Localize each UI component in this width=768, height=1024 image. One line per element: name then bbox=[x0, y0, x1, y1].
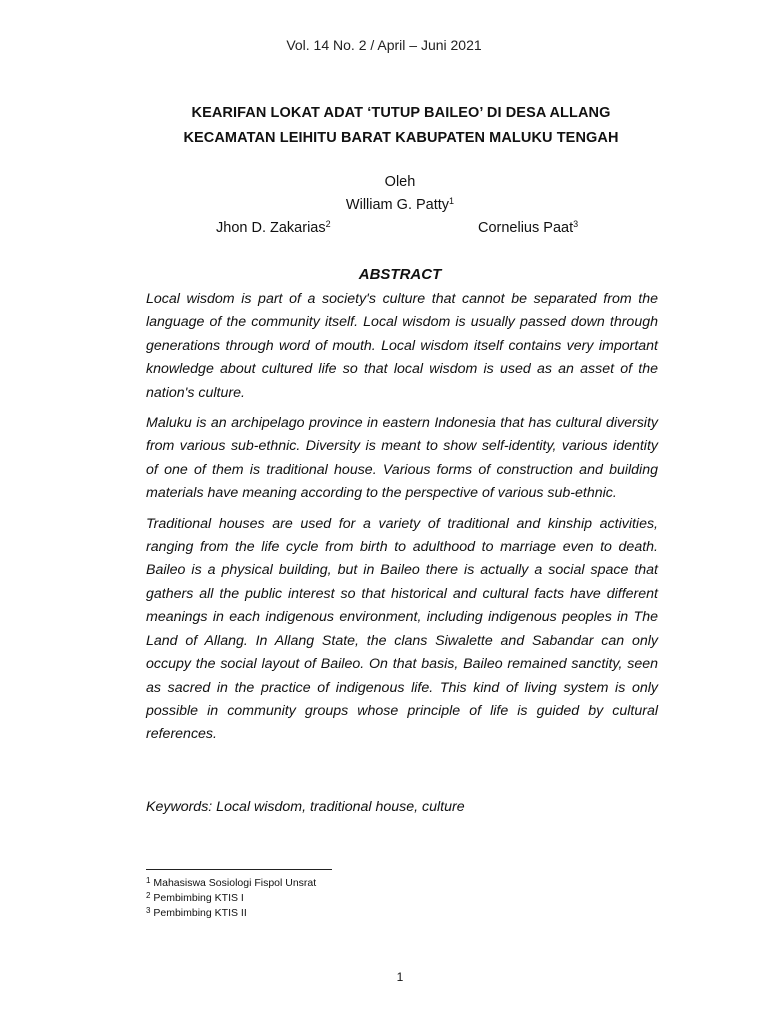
abstract-body bbox=[146, 288, 658, 754]
footnote-2-text: Pembimbing KTIS I bbox=[150, 892, 244, 904]
footnote-1 bbox=[146, 876, 316, 891]
footnote-2-mark: 2 bbox=[146, 891, 151, 900]
footnotes bbox=[146, 876, 316, 921]
author-2-name: Jhon D. Zakarias bbox=[216, 220, 326, 236]
author-3-name: Cornelius Paat bbox=[478, 220, 574, 236]
footnote-divider bbox=[146, 869, 332, 870]
footnote-1-mark: 1 bbox=[146, 876, 151, 885]
journal-header: Vol. 14 No. 2 / April – Juni 2021 bbox=[286, 37, 482, 53]
footnote-2 bbox=[146, 891, 316, 906]
footnote-3 bbox=[146, 906, 316, 921]
author-1 bbox=[0, 197, 768, 213]
footnote-1-text: Mahasiswa Sosiologi Fispol Unsrat bbox=[150, 877, 317, 889]
author-1-name: William G. Patty bbox=[345, 197, 450, 213]
abstract-paragraph-3: Traditional houses are used for a variety of traditional and kinship activities, ranging from the life cycle from birth to adulthood to marriage even to death. Baileo is a physical building, but in Baileo there is actually a social space that gathers all the public interest so that historical and cultural facts have different meanings in each indigenous environment, including indigenous peoples in The Land of Allang. In Allang State, the clans Siwalette and Sabandar can only occupy the social layout of Baileo. On that basis, Baileo remained sanctity, seen as sacred in the practice of indigenous life. This kind of living system is only possible in community groups whose principle of life is guided by cultural references. bbox=[146, 515, 658, 743]
author-2 bbox=[216, 220, 331, 236]
author-2-footnote-mark: 2 bbox=[325, 219, 331, 229]
keywords: Keywords: Local wisdom, traditional house, culture bbox=[146, 799, 465, 815]
title-line-1: KEARIFAN LOKAT ADAT ‘TUTUP BAILEO’ DI DESA ALLANG bbox=[191, 105, 611, 121]
title-line-2: KECAMATAN LEIHITU BARAT KABUPATEN MALUKU TENGAH bbox=[183, 130, 619, 146]
byline-label: Oleh bbox=[384, 174, 416, 190]
footnote-3-mark: 3 bbox=[146, 906, 151, 915]
abstract-heading: ABSTRACT bbox=[358, 266, 442, 283]
abstract-paragraph-2: Maluku is an archipelago province in eastern Indonesia that has cultural diversity from various sub-ethnic. Diversity is meant to show self-identity, various identity of one of them is traditional house. Various forms of construction and building materials have meaning according to the perspective of various sub-ethnic. bbox=[146, 415, 658, 502]
footnote-3-text: Pembimbing KTIS II bbox=[150, 907, 247, 919]
author-3-footnote-mark: 3 bbox=[573, 219, 579, 229]
abstract-paragraph-1: Local wisdom is part of a society's culture that cannot be separated from the language of the community itself. Local wisdom is usually passed down through generations through word of mouth. Local wisdom itself contains very important knowledge about cultured life so that local wisdom is used as an asset of the nation's culture. bbox=[146, 291, 658, 401]
paper-title bbox=[100, 101, 702, 151]
author-1-footnote-mark: 1 bbox=[449, 196, 455, 206]
page-number: 1 bbox=[396, 970, 404, 984]
author-3 bbox=[478, 220, 578, 236]
